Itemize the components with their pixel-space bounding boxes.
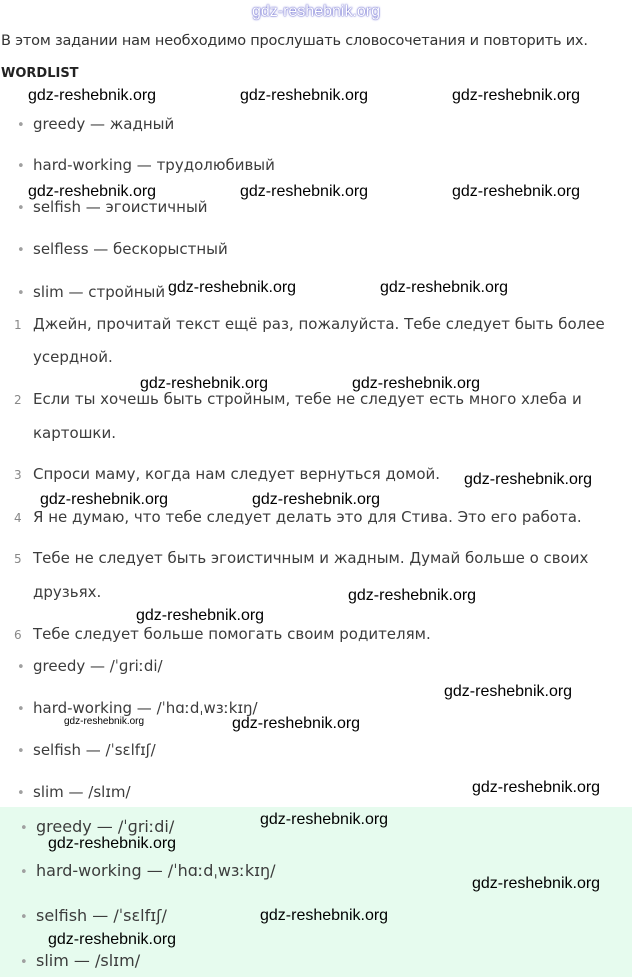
bullet-icon: • bbox=[17, 159, 25, 174]
watermark: gdz-reshebnik.org bbox=[64, 716, 145, 727]
watermark: gdz-reshebnik.org bbox=[472, 875, 601, 892]
watermark: gdz-reshebnik.org bbox=[28, 87, 157, 104]
sentence-number: 2 bbox=[14, 393, 22, 407]
sentence-line: усердной. bbox=[33, 348, 113, 366]
highlighted-transcription-item bbox=[20, 861, 276, 880]
watermark: gdz-reshebnik.org bbox=[40, 491, 169, 508]
highlighted-transcription-text: hard-working — /ˈhɑːdˌwɜːkɪŋ/ bbox=[36, 861, 276, 880]
watermark: gdz-reshebnik.org bbox=[252, 491, 381, 508]
watermark: gdz-reshebnik.org bbox=[48, 931, 177, 948]
watermark: gdz-reshebnik.org bbox=[28, 183, 157, 200]
bullet-icon: • bbox=[17, 660, 25, 675]
transcription-text: selfish — /ˈsɛlfɪʃ/ bbox=[33, 741, 156, 759]
watermark: gdz-reshebnik.org bbox=[352, 375, 481, 392]
sentence-number: 3 bbox=[14, 468, 22, 482]
highlighted-transcription-item bbox=[20, 906, 167, 925]
watermark: gdz-reshebnik.org bbox=[240, 183, 369, 200]
bullet-icon: • bbox=[17, 286, 25, 301]
bullet-icon: • bbox=[20, 910, 28, 925]
watermark: gdz-reshebnik.org bbox=[48, 835, 177, 852]
watermark: gdz-reshebnik.org bbox=[136, 607, 265, 624]
sentence-line: Джейн, прочитай текст ещё раз, пожалуйста. Тебе следует быть более bbox=[33, 315, 605, 333]
watermark: gdz-reshebnik.org bbox=[240, 87, 369, 104]
sentence-line: друзьях. bbox=[33, 583, 102, 601]
wordlist-item bbox=[17, 283, 165, 301]
watermark: gdz-reshebnik.org bbox=[232, 715, 361, 732]
sentence-number: 4 bbox=[14, 511, 22, 525]
transcription-text: slim — /slɪm/ bbox=[33, 783, 131, 801]
transcription-item bbox=[17, 699, 258, 717]
watermark: gdz-reshebnik.org bbox=[168, 279, 297, 296]
wordlist-item bbox=[17, 115, 174, 133]
wordlist-item-text: slim — стройный bbox=[33, 283, 166, 301]
bullet-icon: • bbox=[17, 744, 25, 759]
sentence-line: Тебе не следует быть эгоистичным и жадным. Думай больше о своих bbox=[33, 549, 589, 567]
bullet-icon: • bbox=[20, 955, 28, 970]
watermark: gdz-reshebnik.org bbox=[260, 811, 389, 828]
watermark: gdz-reshebnik.org bbox=[140, 375, 269, 392]
watermark: gdz-reshebnik.org bbox=[348, 587, 477, 604]
sentence-line: Спроси маму, когда нам следует вернуться домой. bbox=[33, 465, 441, 483]
watermark: gdz-reshebnik.org bbox=[380, 279, 509, 296]
bullet-icon: • bbox=[20, 865, 28, 880]
watermark: gdz-reshebnik.org bbox=[472, 779, 601, 796]
highlighted-transcription-text: slim — /slɪm/ bbox=[36, 951, 141, 970]
header-site-link[interactable]: gdz-reshebnik.org bbox=[251, 3, 381, 20]
watermark: gdz-reshebnik.org bbox=[444, 683, 573, 700]
watermark: gdz-reshebnik.org bbox=[260, 907, 389, 924]
highlighted-transcription-item bbox=[20, 951, 140, 970]
bullet-icon: • bbox=[17, 201, 25, 216]
sentence-line: Если ты хочешь быть стройным, тебе не следует есть много хлеба и bbox=[33, 390, 582, 408]
wordlist-item-text: selfless — бескорыстный bbox=[33, 240, 228, 258]
wordlist-item bbox=[17, 240, 228, 258]
bullet-icon: • bbox=[17, 243, 25, 258]
watermark: gdz-reshebnik.org bbox=[452, 183, 581, 200]
highlighted-transcription-item bbox=[20, 817, 174, 836]
sentence-line: Тебе следует больше помогать своим родителям. bbox=[33, 625, 431, 643]
wordlist-item-text: greedy — жадный bbox=[33, 115, 175, 133]
transcription-item bbox=[17, 783, 131, 801]
highlighted-transcription-text: selfish — /ˈsɛlfɪʃ/ bbox=[36, 906, 167, 925]
wordlist-item-text: selfish — эгоистичный bbox=[33, 198, 208, 216]
sentence-line: картошки. bbox=[33, 424, 116, 442]
watermark: gdz-reshebnik.org bbox=[464, 471, 593, 488]
sentence-line: Я не думаю, что тебе следует делать это для Стива. Это его работа. bbox=[33, 508, 582, 526]
transcription-text: hard-working — /ˈhɑːdˌwɜːkɪŋ/ bbox=[33, 699, 258, 717]
bullet-icon: • bbox=[17, 786, 25, 801]
bullet-icon: • bbox=[17, 118, 25, 133]
transcription-text: greedy — /ˈɡriːdi/ bbox=[33, 657, 163, 675]
highlighted-transcription-text: greedy — /ˈɡriːdi/ bbox=[36, 817, 175, 836]
wordlist-item bbox=[17, 156, 275, 174]
bullet-icon: • bbox=[20, 821, 28, 836]
transcription-item bbox=[17, 741, 156, 759]
transcription-item bbox=[17, 657, 163, 675]
sentence-number: 6 bbox=[14, 628, 22, 642]
wordlist-heading: WORDLIST bbox=[1, 66, 79, 81]
bullet-icon: • bbox=[17, 702, 25, 717]
sentence-number: 1 bbox=[14, 318, 22, 332]
wordlist-item-text: hard-working — трудолюбивый bbox=[33, 156, 275, 174]
sentence-number: 5 bbox=[14, 552, 22, 566]
watermark: gdz-reshebnik.org bbox=[452, 87, 581, 104]
intro-text: В этом задании нам необходимо прослушать словосочетания и повторить их. bbox=[1, 33, 588, 49]
